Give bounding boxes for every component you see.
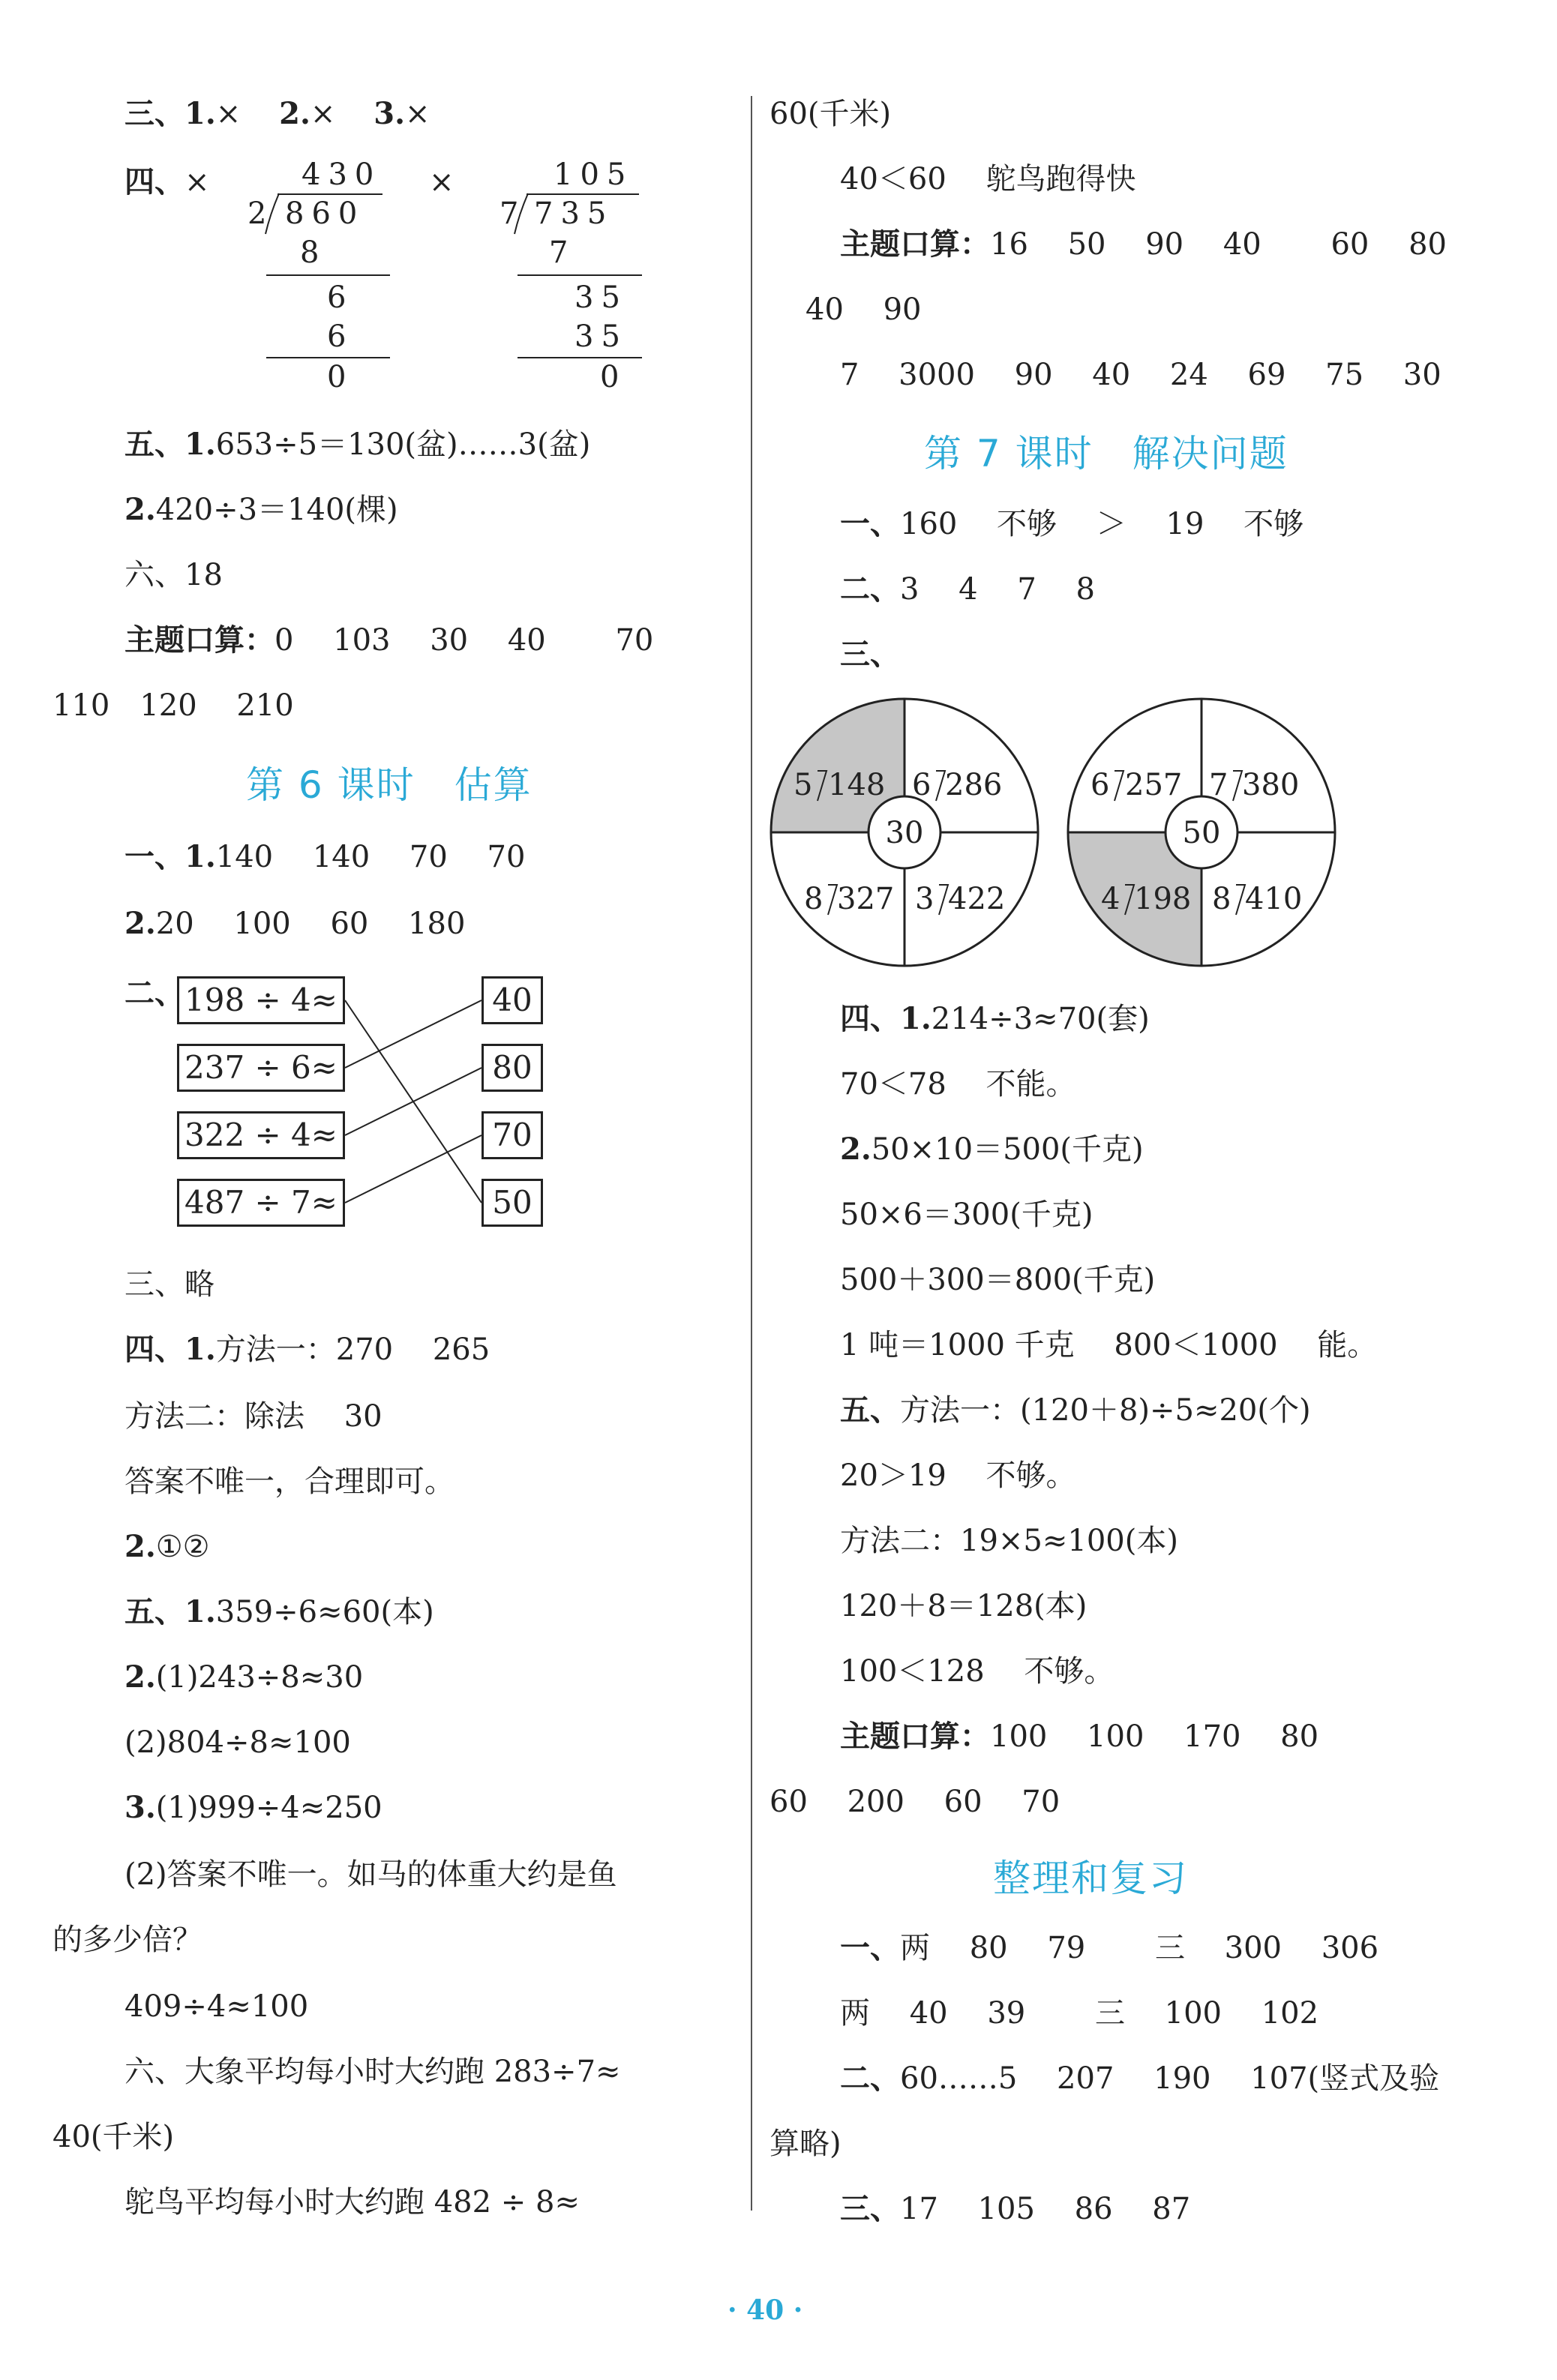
br-dividend: 410 [1245,882,1303,916]
estimate-5-3b: (2)答案不唯一。如马的体重大约是鱼 [124,1857,617,1892]
oral-calc-2: 主题口算：16 50 90 40 60 80 [840,226,1447,262]
cross-mark-2: × [429,165,454,199]
tl-divisor: 5 [794,768,813,802]
cross-mark-1: × [184,165,210,199]
remainder: 0 [600,360,627,394]
estimate-5-2b: (2)804÷8≈100 [124,1725,351,1760]
estimate-1-2: 2.20 100 60 180 [124,906,466,941]
tl-divisor: 6 [1090,768,1110,802]
section-4-label: 四、 [124,164,184,199]
estimate-5-3c: 的多少倍？ [52,1923,202,1957]
br-divisor: 3 [915,882,934,916]
tr-divisor: 7 [1209,768,1228,802]
lesson-6-heading: 第 6 课时 估算 [246,763,532,807]
r-line-2: 40＜60 鸵鸟跑得快 [840,162,1136,196]
problem-5b: 20＞19 不够。 [840,1458,1076,1493]
match-right-2: 80 [482,1044,543,1092]
oral-calc-3: 主题口算：100 100 170 80 [840,1719,1319,1754]
section-6: 六、18 [124,558,223,592]
bl-dividend: 198 [1134,882,1192,916]
problem-2: 二、3 4 7 8 [840,571,1095,607]
match-left-2: 237 ÷ 6≈ [177,1044,345,1092]
problem-5a: 五、方法一：(120＋8)÷5≈20(个) [840,1392,1311,1428]
review-heading: 整理和复习 [993,1857,1188,1900]
problem-4-2: 2.50×10＝500(千克) [840,1132,1144,1167]
step-3: 6 [327,319,354,354]
match-lines [0,0,750,1275]
bl-dividend: 327 [837,882,895,916]
problem-4-2b: 50×6＝300(千克) [840,1197,1094,1232]
bl-divisor: 8 [804,882,824,916]
estimate-5-1: 五、1.359÷6≈60(本) [124,1594,434,1629]
estimate-6a: 六、大象平均每小时大约跑 283÷7≈ [124,2055,621,2089]
estimate-2-label: 二、 [124,976,184,1011]
oral-calc-2c: 7 3000 90 40 24 69 75 30 [840,358,1442,392]
estimate-4-note: 答案不唯一，合理即可。 [124,1464,454,1499]
center-value: 50 [1182,816,1221,850]
match-line-2 [345,1000,482,1068]
divisor: 7 [500,196,526,231]
review-1a: 一、两 80 79 三 300 306 [840,1930,1379,1965]
dividend: 860 [285,196,365,231]
oral-calc-2b: 40 90 [806,292,922,327]
division-wheel-2 [1066,697,1336,967]
estimate-3: 三、略 [124,1267,214,1302]
match-line-4 [345,1135,482,1203]
match-left-1: 198 ÷ 4≈ [177,976,345,1024]
divisor: 2 [248,196,274,231]
review-3: 三、17 105 86 87 [840,2191,1191,2226]
problem-4-1: 四、1.214÷3≈70(套) [840,1001,1150,1036]
step-1: 8 [300,235,327,270]
match-left-3: 322 ÷ 4≈ [177,1111,345,1159]
dividend: 735 [534,196,614,231]
lesson-7-heading: 第 7 课时 解决问题 [924,432,1288,475]
tl-dividend: 148 [828,768,886,802]
estimate-5-2: 2.(1)243÷8≈30 [124,1659,364,1695]
review-2b: 算略) [770,2127,842,2161]
column-divider [751,96,752,2211]
problem-4-2c: 500＋300＝800(千克) [840,1263,1156,1297]
br-dividend: 422 [948,882,1006,916]
section-3-answers: 三、1.× 2.× 3.× [124,96,430,131]
estimate-1-1: 一、1.140 140 70 70 [124,839,526,874]
quotient: 105 [554,157,634,192]
r-line-1: 60(千米) [770,97,892,131]
review-2a: 二、60……5 207 190 107(竖式及验 [840,2061,1440,2096]
estimate-4-method-2: 方法二：除法 30 [124,1399,382,1434]
tr-dividend: 380 [1242,768,1300,802]
br-divisor: 8 [1212,882,1232,916]
quotient: 430 [302,157,382,192]
oral-calc-1-cont: 110 120 210 [52,688,294,723]
estimate-4-1: 四、1.方法一：270 265 [124,1332,490,1367]
estimate-4-2: 2.①② [124,1529,210,1564]
review-1b: 两 40 39 三 100 102 [840,1996,1319,2031]
problem-5c: 方法二：19×5≈100(本) [840,1524,1178,1558]
step-1: 7 [549,235,576,270]
problem-3-label: 三、 [840,637,900,672]
match-right-3: 70 [482,1111,543,1159]
remainder: 0 [327,360,354,394]
page-number: · 40 · [728,2295,803,2326]
step-3: 35 [574,319,628,354]
bl-divisor: 4 [1101,882,1120,916]
section-5-2: 2.420÷3＝140(棵) [124,492,398,527]
estimate-5-3d: 409÷4≈100 [124,1989,309,2024]
match-right-1: 40 [482,976,543,1024]
center-value: 30 [885,816,924,850]
division-wheel-1 [770,697,1040,967]
tr-dividend: 286 [945,768,1003,802]
match-line-3 [345,1068,482,1135]
estimate-6b: 40(千米) [52,2120,175,2154]
tr-divisor: 6 [912,768,932,802]
problem-4-1b: 70＜78 不能。 [840,1067,1076,1102]
oral-calc-3b: 60 200 60 70 [770,1785,1060,1819]
match-left-4: 487 ÷ 7≈ [177,1179,345,1227]
problem-5d: 120＋8＝128(本) [840,1589,1088,1623]
tl-dividend: 257 [1125,768,1183,802]
problem-4-2d: 1 吨＝1000 千克 800＜1000 能。 [840,1328,1378,1362]
problem-5e: 100＜128 不够。 [840,1654,1114,1689]
problem-1: 一、160 不够 ＞ 19 不够 [840,506,1304,541]
section-5-1: 五、1.653÷5＝130(盆)……3(盆) [124,427,591,462]
match-right-4: 50 [482,1179,543,1227]
estimate-5-3: 3.(1)999÷4≈250 [124,1790,382,1825]
step-2: 35 [574,280,628,315]
oral-calc-1: 主题口算：0 103 30 40 70 [124,622,654,658]
estimate-6c: 鸵鸟平均每小时大约跑 482 ÷ 8≈ [124,2185,580,2220]
step-2: 6 [327,280,354,315]
